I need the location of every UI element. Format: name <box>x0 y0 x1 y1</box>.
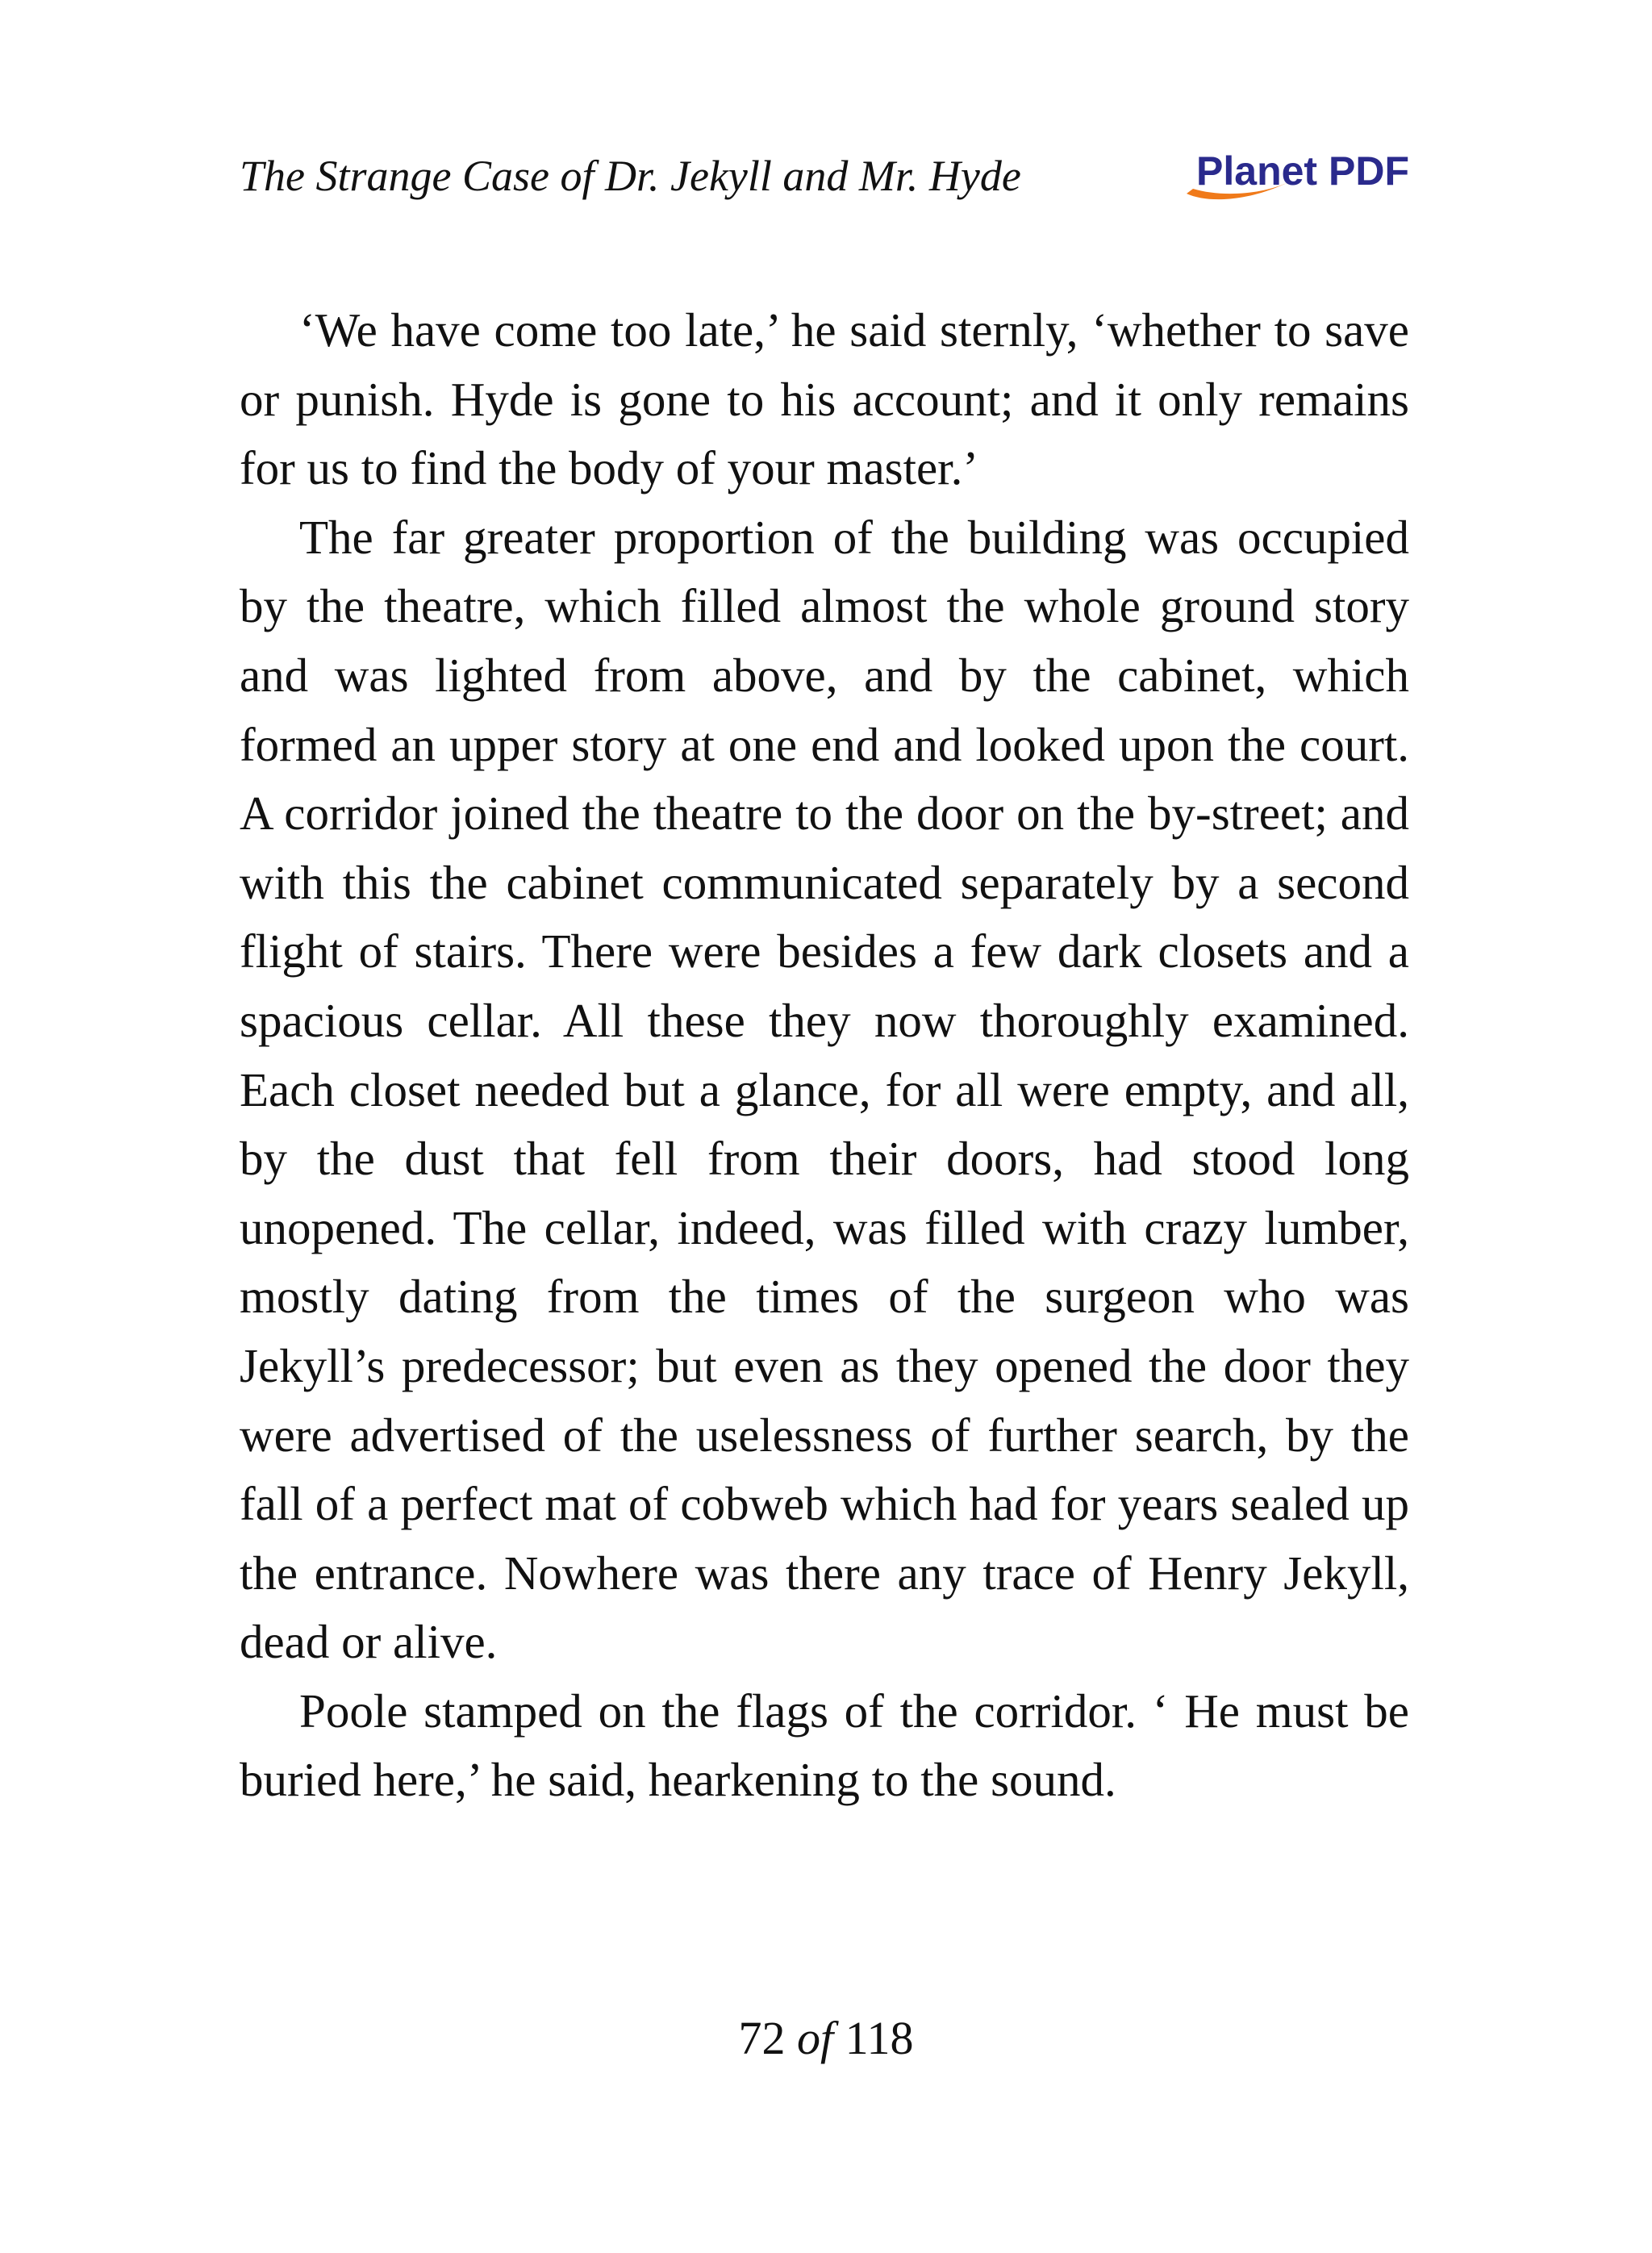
paragraph: The far greater proportion of the building was occupied by the theatre, which filled almost the whole ground story and was lighted from above, and by the cabinet, which formed an upper story at one end and looked upon the court. A corridor joined the theatre to the door on the by-street; and with this the cabinet communicated separately by a second flight of stairs. There were besides a few dark closets and a spacious cellar. All these they now thoroughly examined. Each closet needed but a glance, for all were empty, and all, by the dust that fell from their doors, had stood long unopened. The cellar, indeed, was filled with crazy lumber, mostly dating from the times of the surgeon who was Jekyll’s predecessor; but even as they opened the door they were advertised of the uselessness of further search, by the fall of a perfect mat of cobweb which had for years sealed up the entrance. Nowhere was there any trace of Henry Jekyll, dead or alive. <box>240 510 1409 1669</box>
logo-word-planet: Planet <box>1196 148 1318 194</box>
paragraph: Poole stamped on the flags of the corridor. ‘ He must be buried here,’ he said, hearkening to the sound. <box>240 1683 1409 1807</box>
current-page-number: 72 <box>738 2012 786 2064</box>
paragraph: ‘We have come too late,’ he said sternly, ‘whether to save or punish. Hyde is gone to his account; and it only remains for us to find the body of your master.’ <box>240 303 1409 495</box>
page-of-label: of <box>797 2012 834 2064</box>
planet-pdf-logo <box>1167 147 1409 211</box>
logo-text <box>1196 147 1409 195</box>
logo-word-pdf: PDF <box>1329 148 1409 194</box>
book-title: The Strange Case of Dr. Jekyll and Mr. Hyde <box>240 152 1021 200</box>
page-header <box>240 147 1409 211</box>
body-text <box>240 296 1409 1815</box>
page-footer <box>0 2010 1652 2067</box>
total-page-count: 118 <box>845 2012 914 2064</box>
